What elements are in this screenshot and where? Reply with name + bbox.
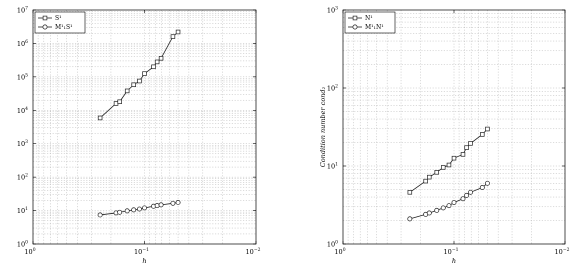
series-2 [98, 200, 180, 217]
data-point-square [143, 72, 147, 76]
x-axis-label: h [451, 257, 457, 265]
data-point-square [171, 35, 175, 39]
data-point-circle [142, 206, 146, 210]
y-tick-label: $10^7$ [16, 6, 28, 15]
y-tick-label: $10^4$ [16, 106, 28, 115]
y-tick-label: $10^3$ [326, 6, 338, 15]
data-point-square [176, 30, 180, 34]
legend-marker-circle [353, 25, 357, 29]
data-point-square [447, 163, 451, 167]
y-axis-label: Condition number cond₂ [319, 86, 327, 168]
data-point-circle [485, 181, 489, 185]
data-point-circle [447, 204, 451, 208]
data-point-circle [427, 211, 431, 215]
data-point-circle [155, 203, 159, 207]
data-point-circle [441, 206, 445, 210]
data-point-square [114, 102, 118, 106]
data-point-circle [159, 203, 163, 207]
data-point-square [408, 190, 412, 194]
data-point-square [480, 133, 484, 137]
legend-marker-square [43, 16, 47, 20]
data-point-square [118, 100, 122, 104]
legend-label: M¹₁N¹ [365, 24, 384, 32]
data-point-circle [132, 208, 136, 212]
data-point-square [435, 170, 439, 174]
legend-label: S¹ [55, 15, 62, 23]
legend-label: N¹ [365, 15, 373, 23]
data-point-circle [125, 209, 129, 213]
x-tick-label: $10^{-1}$ [443, 248, 459, 256]
data-point-circle [461, 197, 465, 201]
y-tick-label: $10^0$ [326, 240, 338, 249]
right-chart-panel [319, 6, 570, 266]
data-point-circle [118, 210, 122, 214]
data-point-circle [452, 200, 456, 204]
x-tick-label: $10^0$ [334, 248, 346, 256]
grid-lines [343, 10, 565, 244]
x-axis-label: h [142, 257, 147, 265]
legend [35, 12, 85, 33]
data-point-square [138, 79, 142, 83]
legend-label: M¹₁S¹ [55, 24, 73, 32]
data-point-square [465, 146, 469, 150]
data-point-square [98, 116, 102, 120]
left-chart-panel [17, 6, 261, 266]
y-tick-label: $10^1$ [326, 162, 338, 171]
legend-marker-circle [43, 25, 47, 29]
x-tick-label: $10^{-2}$ [554, 248, 570, 256]
data-point-circle [435, 208, 439, 212]
y-tick-label: $10^1$ [16, 207, 28, 216]
series-line [410, 183, 488, 219]
y-tick-label: $10^3$ [16, 140, 28, 149]
x-tick-label: $10^{-1}$ [134, 248, 149, 256]
series-line [410, 129, 488, 192]
data-point-square [441, 165, 445, 169]
legend [345, 12, 395, 33]
series-1 [408, 127, 489, 194]
data-point-circle [176, 200, 180, 204]
data-point-square [486, 127, 490, 131]
y-tick-label: $10^0$ [16, 240, 28, 249]
data-point-square [132, 83, 136, 87]
x-tick-label: $10^0$ [24, 248, 36, 256]
data-point-square [469, 141, 473, 145]
data-point-circle [480, 185, 484, 189]
data-point-square [424, 179, 428, 183]
y-tick-label: $10^2$ [16, 173, 28, 182]
data-point-square [155, 60, 159, 64]
data-point-square [152, 65, 156, 69]
data-point-circle [171, 201, 175, 205]
data-point-square [427, 175, 431, 179]
data-point-square [159, 56, 163, 60]
legend-marker-square [353, 16, 357, 20]
data-point-circle [468, 190, 472, 194]
data-point-square [452, 156, 456, 160]
series-2 [408, 181, 490, 221]
x-tick-label: $10^{-2}$ [245, 248, 261, 256]
data-point-circle [98, 213, 102, 217]
data-point-square [461, 152, 465, 156]
data-point-square [125, 89, 129, 93]
data-point-circle [464, 193, 468, 197]
y-tick-label: $10^6$ [16, 39, 28, 48]
y-tick-label: $10^5$ [16, 73, 28, 82]
data-point-circle [408, 217, 412, 221]
data-point-circle [137, 207, 141, 211]
y-tick-label: $10^2$ [326, 84, 338, 93]
